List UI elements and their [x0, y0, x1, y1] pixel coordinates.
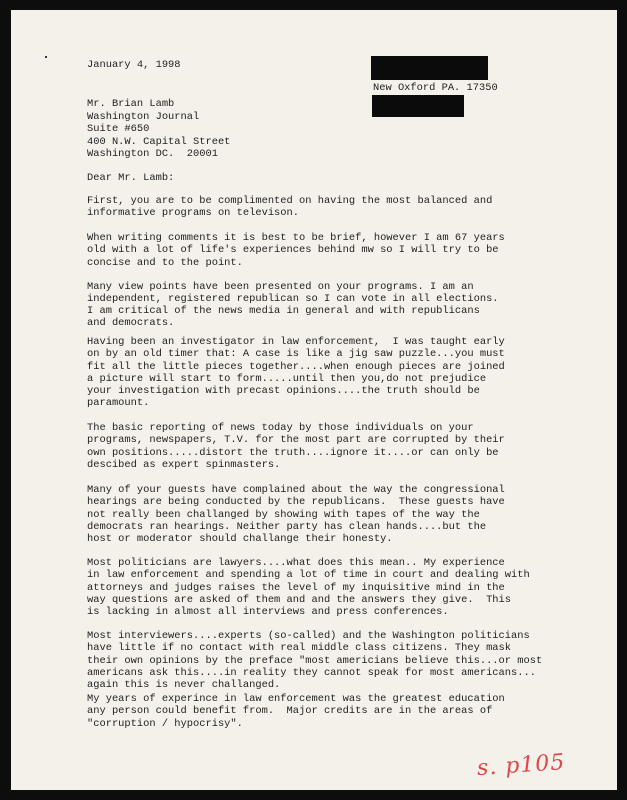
- paragraph: Many view points have been presented on your programs. I am an independent, registered republican so I can vote in all elections.: [87, 281, 499, 306]
- paragraph: When writing comments it is best to be brief, however I am 67 years old with a lot of life's experiences behind mw so I will try to be concise and to the point.: [87, 232, 505, 269]
- recipient-address: Mr. Brian Lamb Washington Journal Suite #650 400 N.W. Capital Street Washington DC. 20001: [87, 98, 231, 161]
- paragraph: Having been an investigator in law enforcement, I was taught early on by an old timer that: A case is like a jig saw puzzle...you must fit all the little pieces together....when enough pieces are joined a picture will start to form.....until then you,do not prejudice your investigation with precast opinions....the truth should be paramount.: [87, 336, 505, 410]
- handwritten-note: s. p105: [476, 749, 567, 782]
- paragraph: I am critical of the news media in general and with republicans and democrats.: [87, 305, 480, 330]
- sender-town-line: New Oxford PA. 17350: [373, 82, 498, 94]
- salutation: Dear Mr. Lamb:: [87, 172, 175, 184]
- redaction-box-sender-name: [371, 56, 488, 80]
- letter-page: [11, 10, 617, 790]
- page-dot: [45, 56, 47, 58]
- paragraph: The basic reporting of news today by those individuals on your programs, newspapers, T.V. for the most part are corrupted by their own positions.....distort the truth....ignore it....or can only be descibed as expert spinmasters.: [87, 422, 505, 471]
- paragraph: Most interviewers....experts (so-called) and the Washington politicians have little if no contact with real middle class citizens. They mask their own opinions by the preface "most americians believe this...or most americans ask this....in reality they cannot speak for most americans... again this is never challanged.: [87, 630, 543, 692]
- letter-date: January 4, 1998: [87, 59, 181, 71]
- paragraph: First, you are to be complimented on having the most balanced and informative programs on televison.: [87, 195, 493, 220]
- paragraph: Most politicians are lawyers....what does this mean.. My experience in law enforcement and spending a lot of time in court and dealing with attorneys and judges raises the level of my inquisitive mind in the way questions are asked of them and and the answers they give. This is lacking in almost all interviews and press conferences.: [87, 557, 530, 619]
- paragraph: My years of experince in law enforcement was the greatest education any person could benefit from. Major credits are in the areas of "corruption / hypocrisy".: [87, 693, 505, 730]
- paragraph: Many of your guests have complained about the way the congressional hearings are being conducted by the republicans. These guests have not really been challanged by showing with tapes of the way the democrats ran hearings. Neither party has clean hands....but the host or moderator should challange their honesty.: [87, 484, 505, 546]
- redaction-box-sender-phone: [372, 95, 464, 117]
